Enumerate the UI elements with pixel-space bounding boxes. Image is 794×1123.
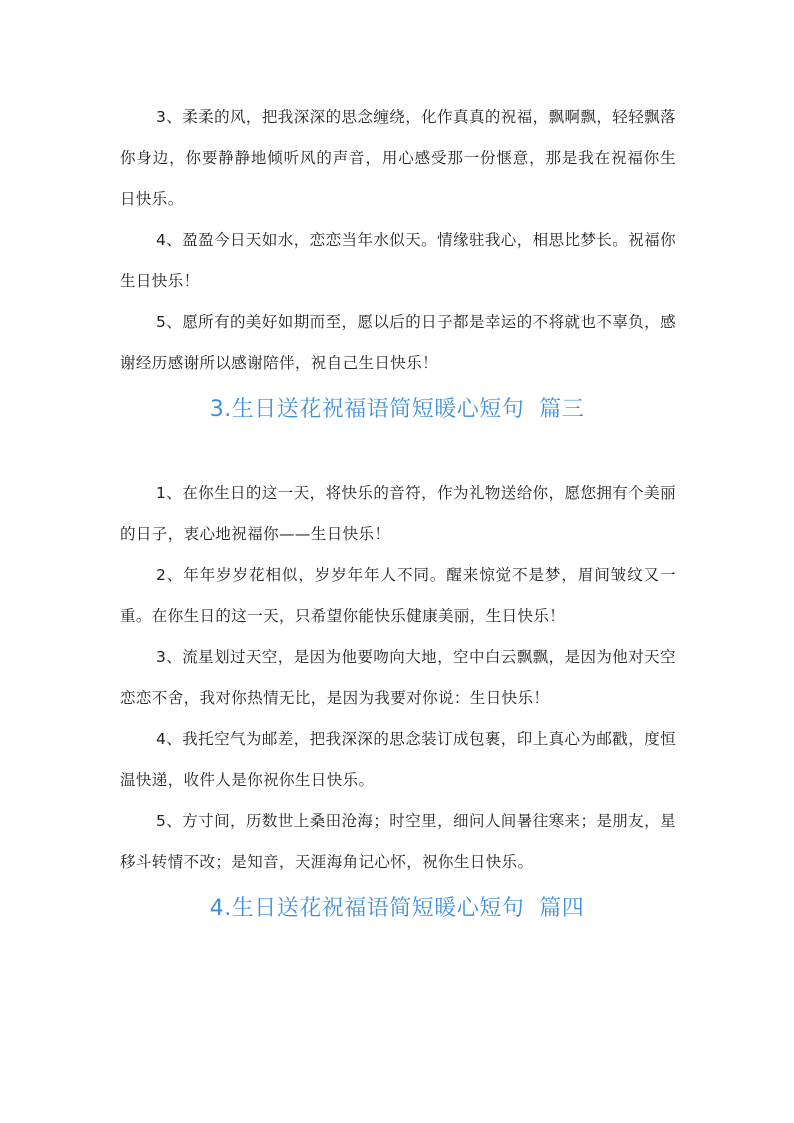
section3-paragraph-4: 4、我托空气为邮差，把我深深的思念装订成包裹，印上真心为邮戳，度恒温快递，收件人是你祝你生日快乐。	[120, 730, 676, 789]
section3-paragraph-1: 1、在你生日的这一天，将快乐的音符，作为礼物送给你，愿您拥有个美丽的日子，衷心地祝福你——生日快乐！	[120, 484, 676, 543]
section3-paragraph-2: 2、年年岁岁花相似，岁岁年年人不同。醒来惊觉不是梦，眉间皱纹又一重。在你生日的这一天，只希望你能快乐健康美丽，生日快乐！	[120, 566, 676, 625]
section-heading-4: 4.生日送花祝福语简短暖心短句 篇四	[209, 896, 585, 921]
paragraph-wish-4: 4、盈盈今日天如水，恋恋当年水似天。情缘驻我心，相思比梦长。祝福你生日快乐！	[120, 231, 676, 290]
section-heading-3: 3.生日送花祝福语简短暖心短句 篇三	[209, 397, 585, 422]
section3-paragraph-3: 3、流星划过天空，是因为他要吻向大地，空中白云飘飘，是因为他对天空恋恋不舍，我对你热情无比，是因为我要对你说：生日快乐！	[120, 648, 676, 707]
section3-paragraph-5: 5、方寸间，历数世上桑田沧海；时空里，细问人间暑往寒来；是朋友，星移斗转情不改；是知音，天涯海角记心怀，祝你生日快乐。	[120, 812, 676, 871]
paragraph-wish-3: 3、柔柔的风，把我深深的思念缠绕，化作真真的祝福，飘啊飘，轻轻飘落你身边，你要静静地倾听风的声音，用心感受那一份惬意，那是我在祝福你生日快乐。	[120, 108, 676, 208]
paragraph-wish-5: 5、愿所有的美好如期而至，愿以后的日子都是幸运的不将就也不辜负，感谢经历感谢所以感谢陪伴，祝自己生日快乐！	[120, 313, 676, 372]
